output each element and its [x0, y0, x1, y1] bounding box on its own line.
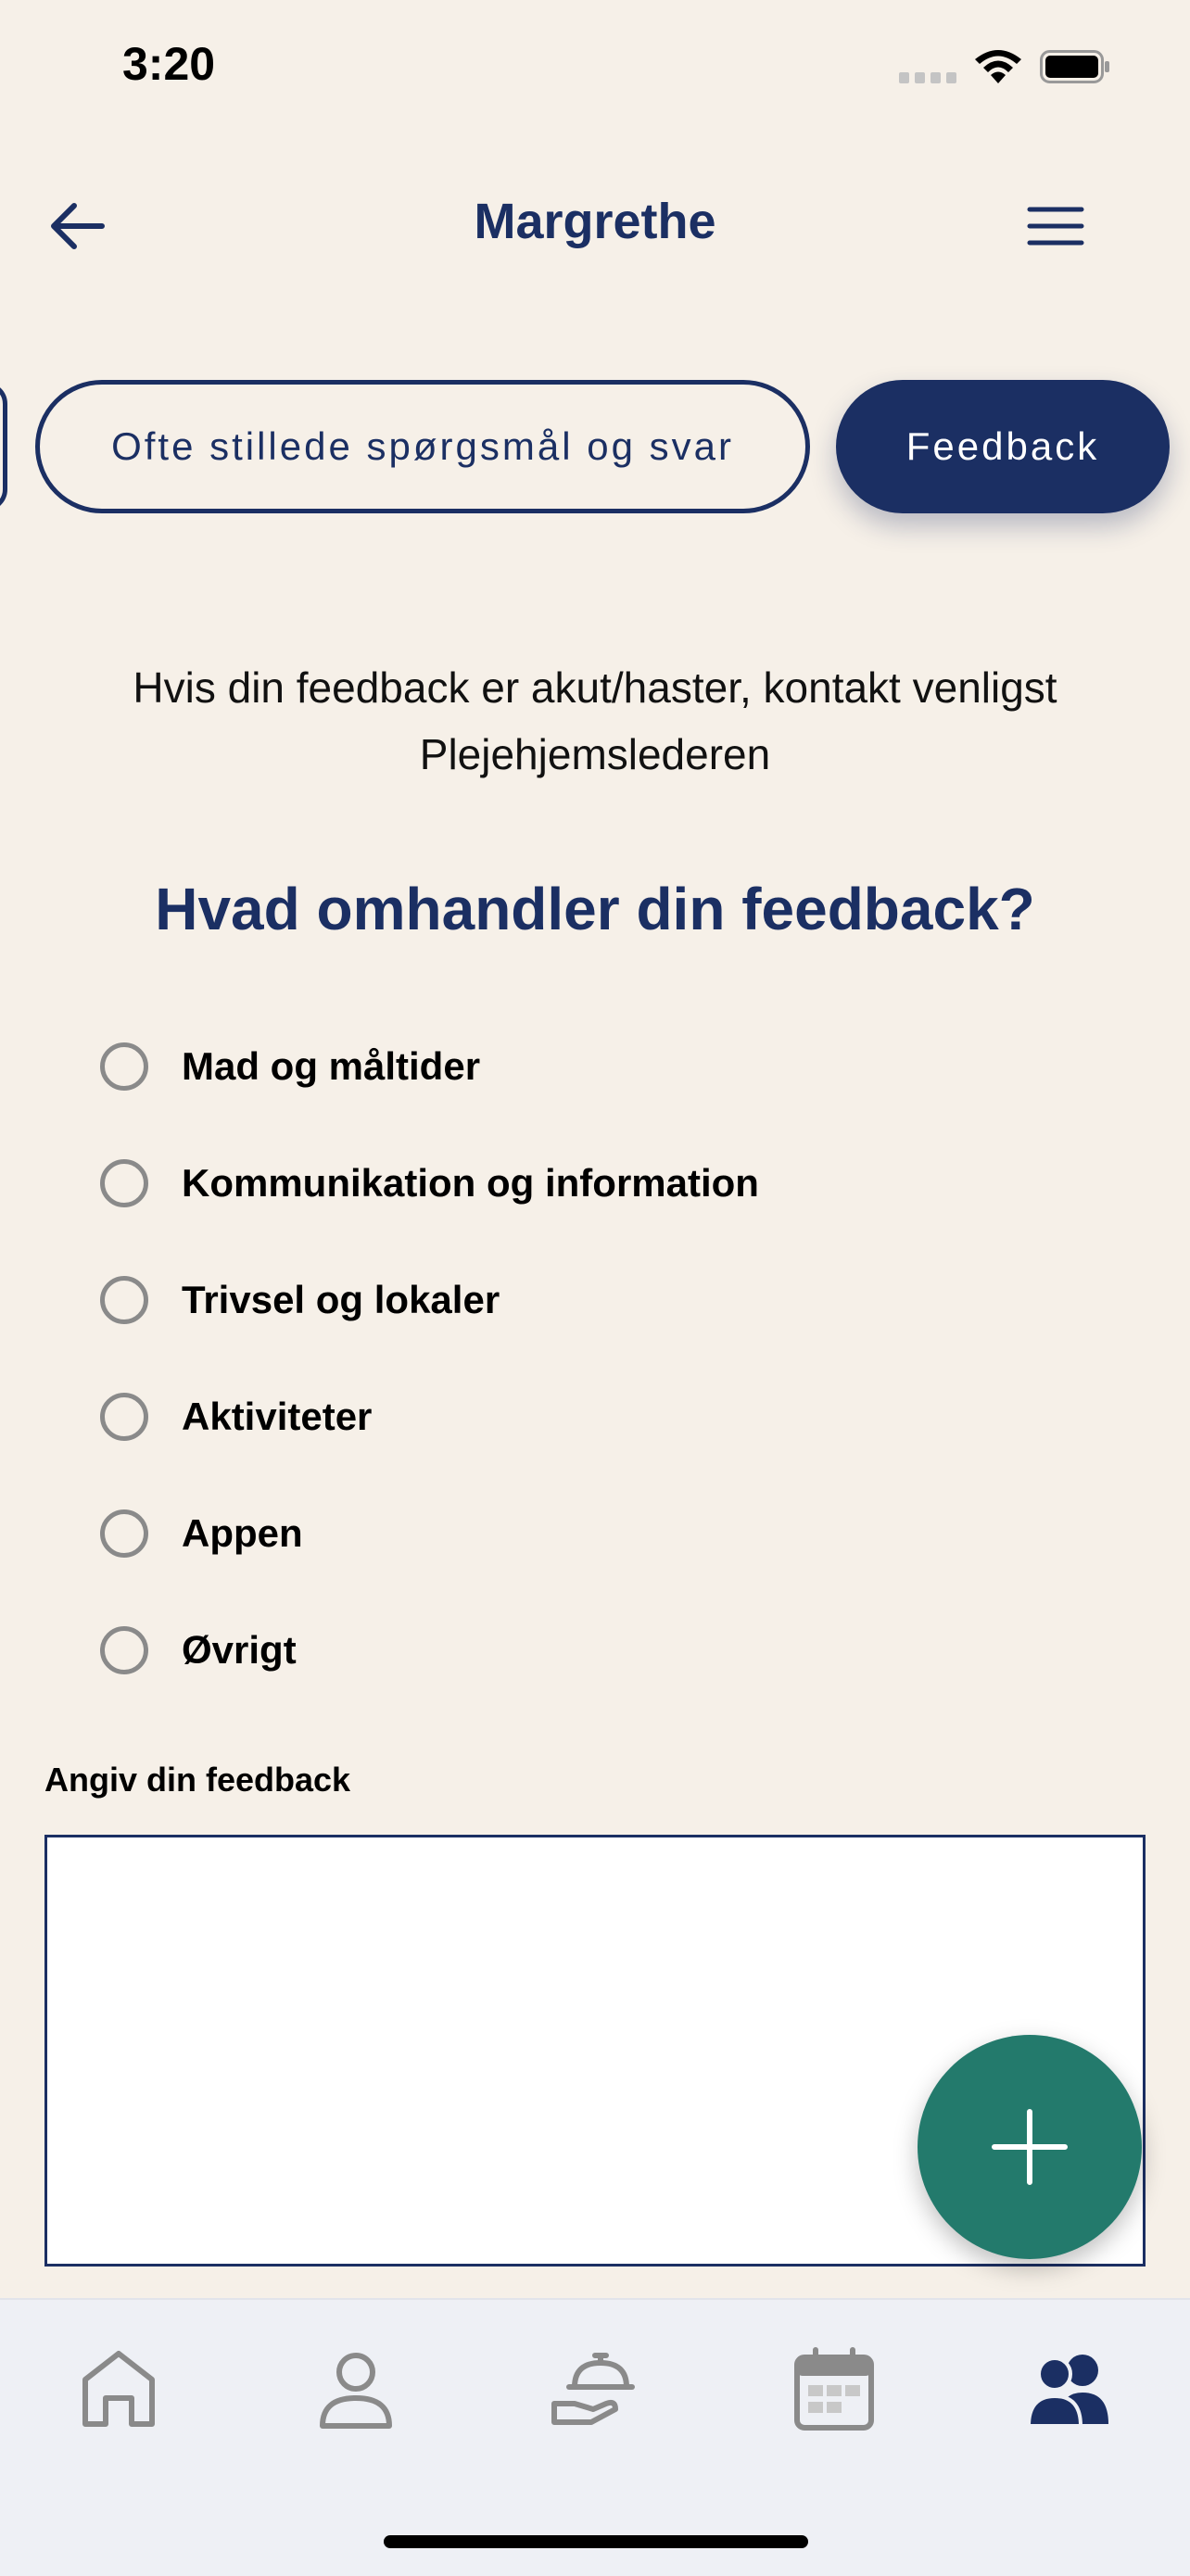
feedback-question-heading: Hvad omhandler din feedback? [155, 876, 1035, 942]
tab-faq[interactable]: Ofte stillede spørgsmål og svar [35, 380, 810, 513]
add-button[interactable] [918, 2035, 1142, 2259]
plus-icon [991, 2108, 1069, 2186]
meal-service-icon[interactable] [549, 2342, 641, 2435]
radio-button[interactable] [100, 1159, 148, 1207]
page-title: Margrethe [474, 194, 716, 249]
status-time: 3:20 [122, 38, 216, 90]
hamburger-menu-icon[interactable] [1027, 206, 1084, 246]
option-label: Mad og måltider [182, 1044, 481, 1088]
home-icon[interactable] [72, 2342, 165, 2435]
option-appen[interactable] [100, 1475, 759, 1592]
group-icon[interactable] [1023, 2342, 1116, 2435]
feedback-field-label: Angiv din feedback [44, 1761, 351, 1799]
option-label: Appen [182, 1511, 303, 1555]
radio-button[interactable] [100, 1626, 148, 1674]
calendar-icon[interactable] [788, 2342, 880, 2435]
battery-icon [1040, 50, 1110, 83]
option-label: Øvrigt [182, 1628, 297, 1672]
option-label: Kommunikation og information [182, 1161, 759, 1205]
cellular-signal-icon [899, 72, 956, 83]
radio-button[interactable] [100, 1042, 148, 1091]
option-trivsel[interactable] [100, 1242, 759, 1358]
radio-button[interactable] [100, 1509, 148, 1558]
feedback-topic-options [100, 1008, 759, 1709]
tab-feedback[interactable]: Feedback [836, 380, 1170, 513]
urgent-notice: Hvis din feedback er akut/haster, kontakt venligst Plejehjemslederen [133, 663, 1057, 778]
option-oevrigt[interactable] [100, 1592, 759, 1709]
radio-button[interactable] [100, 1276, 148, 1324]
option-mad-og-maaltider[interactable] [100, 1008, 759, 1125]
radio-button[interactable] [100, 1393, 148, 1441]
home-indicator [384, 2535, 808, 2548]
person-icon[interactable] [310, 2342, 402, 2435]
option-label: Trivsel og lokaler [182, 1278, 500, 1321]
bottom-tab-bar [0, 2298, 1190, 2576]
option-kommunikation[interactable] [100, 1125, 759, 1242]
tab-previous-partial[interactable] [0, 382, 7, 511]
option-label: Aktiviteter [182, 1395, 373, 1438]
option-aktiviteter[interactable] [100, 1358, 759, 1475]
wifi-icon [973, 48, 1023, 85]
